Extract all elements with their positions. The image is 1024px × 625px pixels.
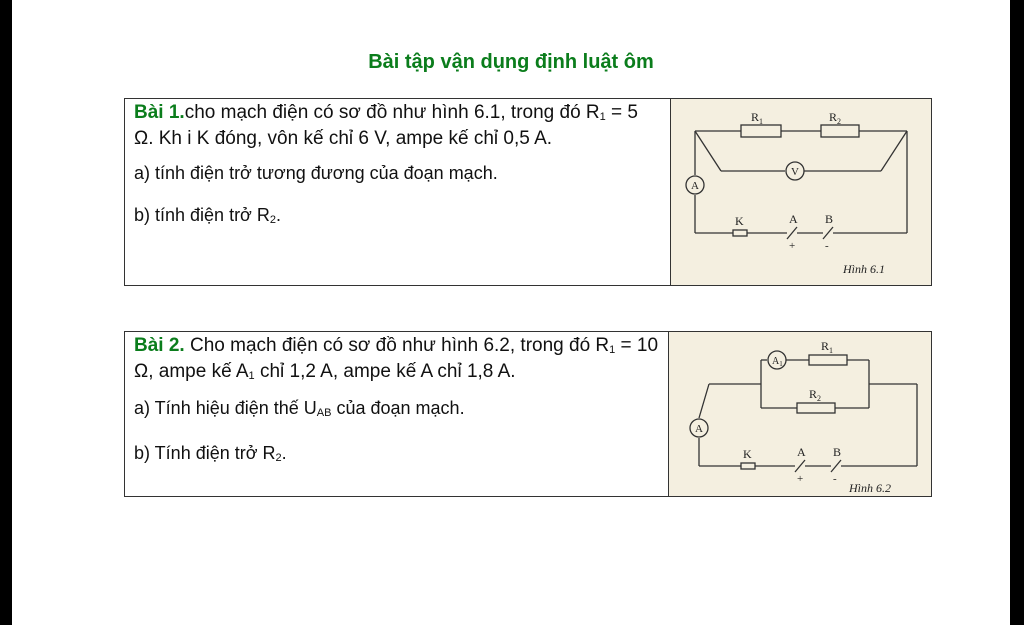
switch-k [733,230,747,236]
svg-text:R2: $R_2$ [829,110,842,126]
svg-text:B: B [833,445,842,459]
problem-2-question-b: b) Tính điện trở R2. [134,443,287,464]
svg-text:A1: $A_1$ [772,356,783,368]
problem-1-statement: Bài 1.cho mạch điện có sơ đồ như hình 6.1, trong đó R1 = 5 Ω. Kh i K đóng, vôn kế chỉ 6 V, ampe kế chỉ 0,5 A. [134,102,639,149]
problem-1-question-b: b) tính điện trở R2. [134,205,282,226]
figure-6-2-caption: Hình 6.2 [849,481,891,495]
svg-text:A: A [789,212,798,226]
problem-2-statement: Bài 2. Cho mạch điện có sơ đồ như hình 6.2, trong đó R1 = 10 Ω, ampe kế A1 chỉ 1,2 A, ampe kế A chỉ 1,8 A. [134,335,659,382]
svg-text:R2: $R_2$ [809,387,822,403]
figure-6-1 [671,99,931,285]
svg-text:K: K [735,214,744,228]
resistor-r1 [809,355,847,365]
svg-text:R1: $R_1$ [821,339,834,355]
figure-6-2 [669,332,931,496]
problem-2-box [124,331,932,497]
svg-text:K: K [743,447,752,461]
switch-k [741,463,755,469]
problem-2-question-a: a) Tính hiệu điện thế UAB của đoạn mạch. [134,398,465,419]
svg-text:+: + [789,240,796,252]
svg-text:V: V [791,166,799,178]
problem-2-label: Bài 2. [134,335,185,356]
document-page [12,0,1010,625]
problem-1-question-a: a) tính điện trở tương đương của đoạn mạch. [134,163,498,183]
problem-2-text [125,332,669,496]
figure-6-1-caption: Hình 6.1 [843,262,885,276]
resistor-r2 [797,403,835,413]
problem-1-text [125,99,671,285]
svg-text:-: - [825,240,829,252]
resistor-r2 [821,125,859,137]
svg-text:A: A [691,180,699,192]
svg-text:A: A [797,445,806,459]
svg-text:R1: $R_1$ [751,110,764,126]
resistor-r1 [741,125,781,137]
svg-text:A: A [695,423,703,435]
svg-text:B: B [825,212,834,226]
page-title: Bài tập vận dụng định luật ôm [368,51,654,73]
problem-1-label: Bài 1. [134,102,185,123]
svg-text:+: + [797,473,804,485]
problem-1-box [124,98,932,286]
svg-text:-: - [833,473,837,485]
